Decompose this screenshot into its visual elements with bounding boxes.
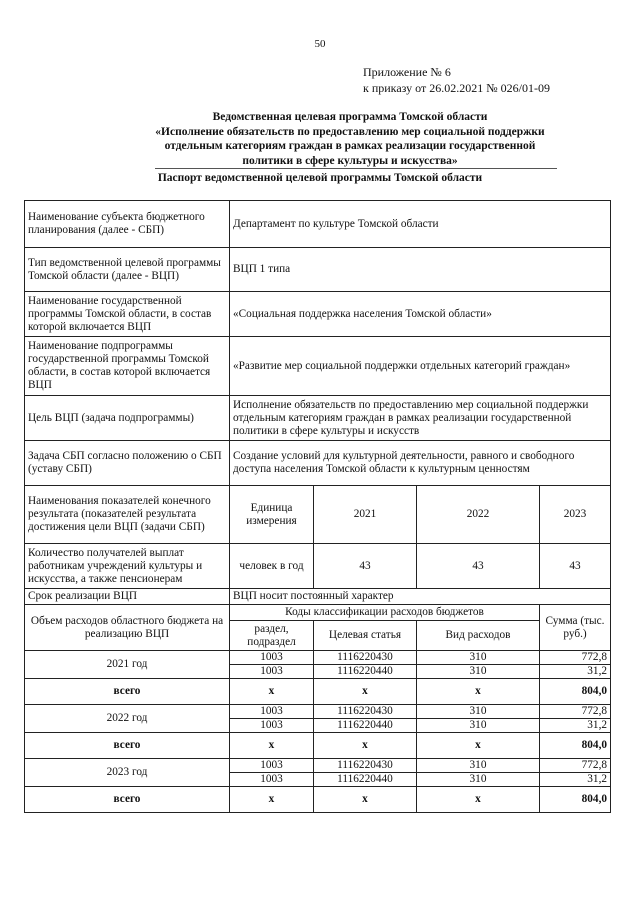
total-row-2022: [25, 733, 611, 759]
target-cell: 1116220440: [314, 719, 417, 733]
sbp-label: Наименование субъекта бюджетного планирования (далее - СБП): [25, 201, 230, 248]
term-value: ВЦП носит постоянный характер: [230, 589, 611, 605]
year-header-2021: 2021: [314, 486, 417, 544]
sum-cell: 772,8: [540, 759, 611, 773]
target-cell: 1116220440: [314, 665, 417, 679]
table-row: [25, 705, 611, 719]
target-cell: 1116220440: [314, 773, 417, 787]
section-cell: 1003: [230, 705, 314, 719]
row-sbp: [25, 201, 611, 248]
recipients-2022: 43: [417, 544, 540, 589]
passport-table: [24, 200, 611, 813]
type-cell: 310: [417, 651, 540, 665]
total-target: х: [314, 787, 417, 813]
title-line-2: «Исполнение обязательств по предоставлению мер социальной поддержки: [155, 125, 545, 138]
state-program-value: «Социальная поддержка населения Томской области»: [230, 292, 611, 337]
section-cell: 1003: [230, 759, 314, 773]
sum-cell: 772,8: [540, 705, 611, 719]
task-label: Задача СБП согласно положению о СБП (уставу СБП): [25, 441, 230, 486]
total-type: х: [417, 787, 540, 813]
budget-label: Объем расходов областного бюджета на реализацию ВЦП: [25, 605, 230, 651]
task-value: Создание условий для культурной деятельности, равного и свободного доступа населения Томской области к культурным ценностям: [230, 441, 611, 486]
total-section: х: [230, 679, 314, 705]
indicators-label: Наименования показателей конечного результата (показателей результата достижения цели ВЦП (задачи СБП): [25, 486, 230, 544]
year-header-2022: 2022: [417, 486, 540, 544]
subprogram-label: Наименование подпрограммы государственной программы Томской области, в состав которой включается ВЦП: [25, 337, 230, 396]
title-line-1: Ведомственная целевая программа Томской области: [212, 111, 488, 123]
total-type: х: [417, 679, 540, 705]
row-goal: [25, 396, 611, 441]
year-header-2023: 2023: [540, 486, 611, 544]
vcp-type-value: ВЦП 1 типа: [230, 248, 611, 292]
goal-value: Исполнение обязательств по предоставлению мер социальной поддержки отдельным категориям граждан в рамках реализации государственной политики в сфере культуры и искусств: [230, 396, 611, 441]
type-cell: 310: [417, 773, 540, 787]
appendix-line-1: Приложение № 6: [363, 65, 451, 79]
sum-cell: 31,2: [540, 665, 611, 679]
subprogram-value: «Развитие мер социальной поддержки отдельных категорий граждан»: [230, 337, 611, 396]
total-label: всего: [25, 787, 230, 813]
section-cell: 1003: [230, 719, 314, 733]
document-title: [60, 110, 640, 168]
type-cell: 310: [417, 719, 540, 733]
row-vcp-type: [25, 248, 611, 292]
sum-cell: 772,8: [540, 651, 611, 665]
total-row-2021: [25, 679, 611, 705]
total-section: х: [230, 733, 314, 759]
total-row-2023: [25, 787, 611, 813]
target-cell: 1116220430: [314, 651, 417, 665]
budget-header-row-1: [25, 605, 611, 621]
section-header: раздел, подраздел: [230, 621, 314, 651]
goal-label: Цель ВЦП (задача подпрограммы): [25, 396, 230, 441]
section-cell: 1003: [230, 665, 314, 679]
type-cell: 310: [417, 665, 540, 679]
codes-header: Коды классификации расходов бюджетов: [230, 605, 540, 621]
type-cell: 310: [417, 705, 540, 719]
recipients-label: Количество получателей выплат работникам учреждений культуры и искусства, а также пенсионерам: [25, 544, 230, 589]
row-task: [25, 441, 611, 486]
appendix-note: [363, 64, 550, 96]
section-cell: 1003: [230, 773, 314, 787]
total-sum: 804,0: [540, 679, 611, 705]
title-line-3: отдельным категориям граждан в рамках реализации государственной: [164, 140, 536, 152]
row-subprogram: [25, 337, 611, 396]
total-target: х: [314, 733, 417, 759]
title-divider: [155, 168, 557, 169]
target-header: Целевая статья: [314, 621, 417, 651]
total-section: х: [230, 787, 314, 813]
title-line-4: политики в сфере культуры и искусства»: [242, 154, 458, 167]
row-indicators: [25, 486, 611, 544]
target-cell: 1116220430: [314, 705, 417, 719]
year-label-2023: 2023 год: [25, 759, 230, 787]
type-header: Вид расходов: [417, 621, 540, 651]
table-row: [25, 651, 611, 665]
total-sum: 804,0: [540, 733, 611, 759]
total-sum: 804,0: [540, 787, 611, 813]
state-program-label: Наименование государственной программы Томской области, в состав которой включается ВЦП: [25, 292, 230, 337]
row-recipients: [25, 544, 611, 589]
sum-cell: 31,2: [540, 773, 611, 787]
total-label: всего: [25, 679, 230, 705]
year-label-2022: 2022 год: [25, 705, 230, 733]
total-type: х: [417, 733, 540, 759]
type-cell: 310: [417, 759, 540, 773]
total-target: х: [314, 679, 417, 705]
row-term: [25, 589, 611, 605]
recipients-unit: человек в год: [230, 544, 314, 589]
vcp-type-label: Тип ведомственной целевой программы Томской области (далее - ВЦП): [25, 248, 230, 292]
year-label-2021: 2021 год: [25, 651, 230, 679]
term-label: Срок реализации ВЦП: [25, 589, 230, 605]
section-cell: 1003: [230, 651, 314, 665]
page-number: 50: [314, 38, 326, 50]
unit-header: Единица измерения: [230, 486, 314, 544]
recipients-2023: 43: [540, 544, 611, 589]
row-state-program: [25, 292, 611, 337]
total-label: всего: [25, 733, 230, 759]
table-row: [25, 759, 611, 773]
sum-header: Сумма (тыс. руб.): [540, 605, 611, 651]
recipients-2021: 43: [314, 544, 417, 589]
sbp-value: Департамент по культуре Томской области: [230, 201, 611, 248]
target-cell: 1116220430: [314, 759, 417, 773]
passport-heading: Паспорт ведомственной целевой программы Томской области: [157, 172, 483, 184]
appendix-line-2: к приказу от 26.02.2021 № 026/01-09: [363, 81, 551, 95]
sum-cell: 31,2: [540, 719, 611, 733]
